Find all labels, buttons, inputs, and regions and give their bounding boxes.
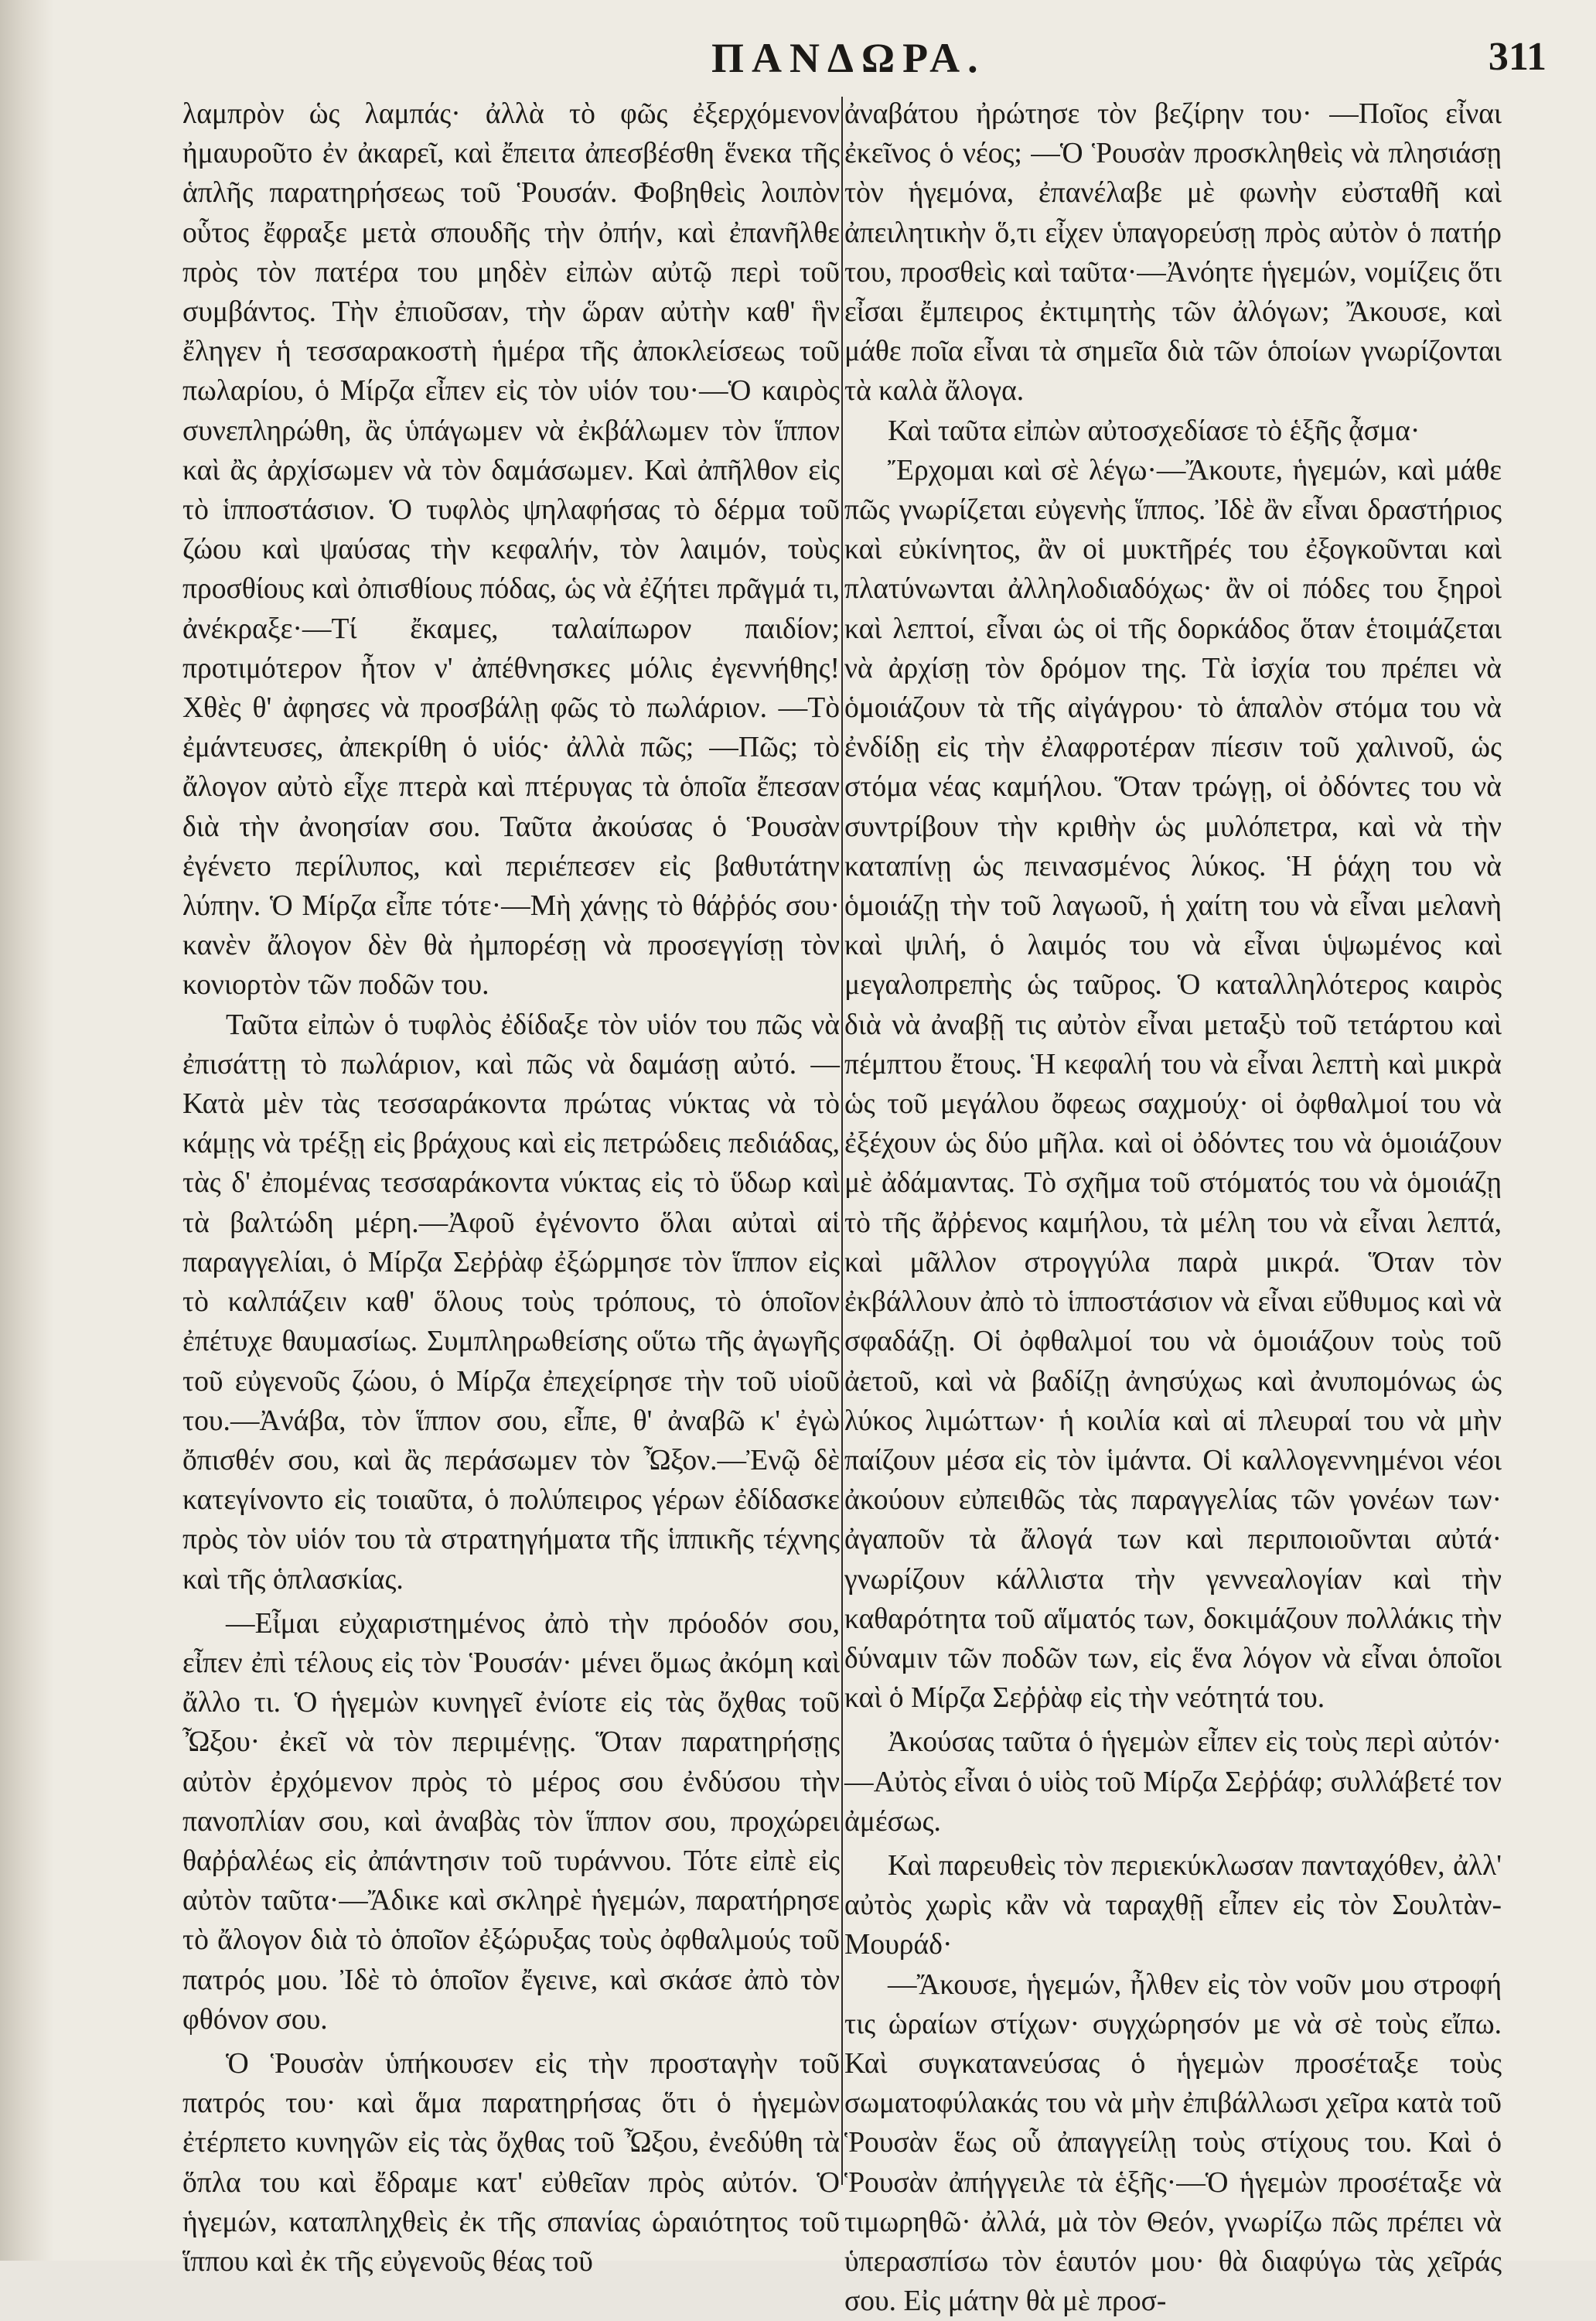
paragraph: Ἀκούσας ταῦτα ὁ ἡγεμὼν εἶπεν εἰς τοὺς περὶ αὐτόν·—Αὐτὸς εἶναι ὁ υἱὸς τοῦ Μίρζα Σεῤῥάφ; συλλάβετέ τον ἀμέσως.	[844, 1726, 1502, 1838]
column-divider	[841, 97, 843, 2185]
left-column	[182, 94, 840, 2278]
paragraph: —Ἄκουσε, ἡγεμών, ἦλθεν εἰς τὸν νοῦν μου στροφή τις ὡραίων στίχων· συγχώρησόν με νὰ σὲ τοὺς εἴπω. Καὶ συγκατανεύσας ὁ ἡγεμὼν προσέταξε τοὺς σωματοφύλακάς του νὰ μὴν ἐπιβάλλωσι χεῖρα κατὰ τοῦ Ῥουσὰν ἕως οὗ ἀπαγγείλῃ τοὺς στίχους του. Καὶ ὁ Ῥουσὰν ἀπήγγειλε τὰ ἑξῆς·—Ὁ ἡγεμὼν προσέταξε νὰ τιμωρηθῶ· ἀλλά, μὰ τὸν Θεόν, γνωρίζω πῶς πρέπει νὰ ὑπερασπίσω τὸν ἑαυτόν μου· θὰ διαφύγω τὰς χεῖράς σου. Εἰς μάτην θὰ μὲ προσ-	[844, 1968, 1502, 2318]
paragraph: Ταῦτα εἰπὼν ὁ τυφλὸς ἐδίδαξε τὸν υἱόν του πῶς νὰ ἐπισάττῃ τὸ πωλάριον, καὶ πῶς νὰ δαμάσῃ αὐτό. —Κατὰ μὲν τὰς τεσσαράκοντα πρώτας νύκτας νὰ τὸ κάμῃς νὰ τρέξῃ εἰς βράχους καὶ εἰς πετρώδεις πεδιάδας, τὰς δ' ἐπομένας τεσσαράκοντα νύκτας εἰς τὸ ὕδωρ καὶ τὰ βαλτώδη μέρη.—Ἀφοῦ ἐγένοντο ὅλαι αὐταὶ αἱ παραγγελίαι, ὁ Μίρζα Σεῤῥὰφ ἐξώρμησε τὸν ἵππον εἰς τὸ καλπάζειν καθ' ὅλους τοὺς τρόπους, τὸ ὁποῖον ἐπέτυχε θαυμασίως. Συμπληρωθείσης οὕτω τῆς ἀγωγῆς τοῦ εὐγενοῦς ζώου, ὁ Μίρζα ἐπεχείρησε τὴν τοῦ υἱοῦ του.—Ἀνάβα, τὸν ἵππον σου, εἶπε, θ' ἀναβῶ κ' ἐγὼ ὄπισθέν σου, καὶ ἂς περάσωμεν τὸν Ὦξον.—Ἐνῷ δὲ κατεγίνοντο εἰς τοιαῦτα, ὁ πολύπειρος γέρων ἐδίδασκε πρὸς τὸν υἱόν του τὰ στρατηγήματα τῆς ἱππικῆς τέχνης καὶ τῆς ὁπλασκίας.	[182, 1009, 840, 1596]
journal-title: ΠΑΝΔΩΡΑ.	[711, 35, 986, 81]
paragraph: Ἔρχομαι καὶ σὲ λέγω·—Ἄκουτε, ἡγεμών, καὶ μάθε πῶς γνωρίζεται εὐγενὴς ἵππος. Ἰδὲ ἂν εἶναι δραστήριος καὶ εὐκίνητος, ἂν οἱ μυκτῆρές του ἐξογκοῦνται καὶ πλατύνωνται ἀλληλοδιαδόχως· ἂν οἱ πόδες του ξηροὶ καὶ λεπτοί, εἶναι ὡς οἱ τῆς δορκάδος ὅταν ἑτοιμάζεται νὰ ἀρχίσῃ τὸν δρόμον της. Τὰ ἰσχία του πρέπει νὰ ὁμοιάζουν τὰ τῆς αἰγάγρου· τὸ ἁπαλὸν στόμα του νὰ ἐνδίδῃ εἰς τὴν ἐλαφροτέραν πίεσιν τοῦ χαλινοῦ, ὡς στόμα νέας καμήλου. Ὅταν τρώγῃ, οἱ ὀδόντες του νὰ συντρίβουν τὴν κριθὴν ὡς μυλόπετρα, καὶ νὰ τὴν καταπίνῃ ὡς πεινασμένος λύκος. Ἡ ῥάχη του νὰ ὁμοιάζῃ τὴν τοῦ λαγωοῦ, ἡ χαίτη του νὰ εἶναι μελανὴ καὶ ψιλή, ὁ λαιμός του νὰ εἶναι ὑψωμένος καὶ μεγαλοπρεπὴς ὡς ταῦρος. Ὁ καταλληλότερος καιρὸς διὰ νὰ ἀναβῇ τις αὐτὸν εἶναι μεταξὺ τοῦ τετάρτου καὶ πέμπτου ἔτους. Ἡ κεφαλή του νὰ εἶναι λεπτὴ καὶ μικρὰ ὡς τοῦ μεγάλου ὄφεως σαχμούχ· οἱ ὀφθαλμοί του νὰ ἐξέχουν ὡς δύο μῆλα. καὶ οἱ ὀδόντες του νὰ ὁμοιάζουν μὲ ἀδάμαντας. Τὸ σχῆμα τοῦ στόματός του νὰ ὁμοιάζῃ τὸ τῆς ἄῤῥενος καμήλου, τὰ μέλη του νὰ εἶναι λεπτά, καὶ μᾶλλον στρογγύλα παρὰ μικρά. Ὅταν τὸν ἐκβάλλουν ἀπὸ τὸ ἱπποστάσιον νὰ εἶναι εὔθυμος καὶ νὰ σφαδάζῃ. Οἱ ὀφθαλμοί του νὰ ὁμοιάζουν τοὺς τοῦ ἀετοῦ, καὶ νὰ βαδίζῃ ἀνησύχως καὶ ἀνυπομόνως ὡς λύκος λιμώττων· ἡ κοιλία καὶ αἱ πλευραί του νὰ μὴν παίζουν μέσα εἰς τὸν ἱμάντα. Οἱ καλλογεννημένοι νέοι ἀκούουν εὐπειθῶς τὰς παραγγελίας τῶν γονέων των· ἀγαποῦν τὰ ἄλογά των καὶ περιποιοῦνται αὐτά· γνωρίζουν κάλλιστα τὴν γεννεαλογίαν καὶ τὴν καθαρότητα τοῦ αἵματός των, δοκιμάζουν πολλάκις τὴν δύναμιν τῶν ποδῶν των, εἰς ἕνα λόγον νὰ εἶναι ὁποῖοι καὶ ὁ Μίρζα Σεῤῥὰφ εἰς τὴν νεότητά του.	[844, 454, 1502, 1715]
paragraph: Καὶ παρευθεὶς τὸν περιεκύκλωσαν πανταχόθεν, ἀλλ' αὐτὸς χωρὶς κἂν νὰ ταραχθῇ εἶπεν εἰς τὸν Σουλτὰν-Μουράδ·	[844, 1849, 1502, 1961]
paragraph: ἀναβάτου ἠρώτησε τὸν βεζίρην του· —Ποῖος εἶναι ἐκεῖνος ὁ νέος; —Ὁ Ῥουσὰν προσκληθεὶς νὰ πλησιάσῃ τὸν ἡγεμόνα, ἐπανέλαβε μὲ φωνὴν εὐσταθῆ καὶ ἀπειλητικὴν ὅ,τι εἶχεν ὑπαγορεύσῃ πρὸς αὐτὸν ὁ πατήρ του, προσθεὶς καὶ ταῦτα·—Ἀνόητε ἡγεμών, νομίζεις ὅτι εἶσαι ἔμπειρος ἐκτιμητὴς τῶν ἀλόγων; Ἄκουσε, καὶ μάθε ποῖα εἶναι τὰ σημεῖα διὰ τῶν ὁποίων γνωρίζονται τὰ καλὰ ἄλογα.	[844, 98, 1502, 408]
paragraph: λαμπρὸν ὡς λαμπάς· ἀλλὰ τὸ φῶς ἐξερχόμενον ἠμαυροῦτο ἐν ἀκαρεῖ, καὶ ἔπειτα ἀπεσβέσθη ἕνεκα τῆς ἁπλῆς παρατηρήσεως τοῦ Ῥουσάν. Φοβηθεὶς λοιπὸν οὗτος ἔφραξε μετὰ σπουδῆς τὴν ὀπήν, καὶ ἐπανῆλθε πρὸς τὸν πατέρα του μηδὲν εἰπὼν αὐτῷ περὶ τοῦ συμβάντος. Τὴν ἐπιοῦσαν, τὴν ὥραν αὐτὴν καθ' ἣν ἔληγεν ἡ τεσσαρακοστὴ ἡμέρα τῆς ἀποκλείσεως τοῦ πωλαρίου, ὁ Μίρζα εἶπεν εἰς τὸν υἱόν του·—Ὁ καιρὸς συνεπληρώθη, ἂς ὑπάγωμεν νὰ ἐκβάλωμεν τὸν ἵππον καὶ ἂς ἀρχίσωμεν νὰ τὸν δαμάσωμεν. Καὶ ἀπῆλθον εἰς τὸ ἱπποστάσιον. Ὁ τυφλὸς ψηλαφήσας τὸ δέρμα τοῦ ζώου καὶ ψαύσας τὴν κεφαλήν, τὸν λαιμόν, τοὺς προσθίους καὶ ὀπισθίους πόδας, ὡς νὰ ἐζήτει πρᾶγμά τι, ἀνέκραξε·—Τί ἔκαμες, ταλαίπωρον παιδίον; προτιμότερον ἦτον ν' ἀπέθνησκες μόλις ἐγεννήθης! Χθὲς θ' ἀφησες νὰ προσβάλῃ φῶς τὸ πωλάριον. —Τὸ ἐμάντευσες, ἀπεκρίθη ὁ υἱός· ἀλλὰ πῶς; —Πῶς; τὸ ἄλογον αὐτὸ εἶχε πτερὰ καὶ πτέρυγας τὰ ὁποῖα ἔπεσαν διὰ τὴν ἀνοησίαν σου. Ταῦτα ἀκούσας ὁ Ῥουσὰν ἐγένετο περίλυπος, καὶ περιέπεσεν εἰς βαθυτάτην λύπην. Ὁ Μίρζα εἶπε τότε·—Μὴ χάνῃς τὸ θάῤῥός σου· κανὲν ἄλογον δὲν θὰ ἠμπορέσῃ νὰ προσεγγίσῃ τὸν κονιορτὸν τῶν ποδῶν του.	[182, 98, 840, 1002]
page-number: 311	[1488, 35, 1547, 79]
paragraph: Καὶ ταῦτα εἰπὼν αὐτοσχεδίασε τὸ ἑξῆς ᾆσμα·	[888, 415, 1420, 447]
paragraph: Ὁ Ῥουσὰν ὑπήκουσεν εἰς τὴν προσταγὴν τοῦ πατρός του· καὶ ἅμα παρατηρήσας ὅτι ὁ ἡγεμὼν ἐτέρπετο κυνηγῶν εἰς τὰς ὄχθας τοῦ Ὦξου, ἐνεδύθη τὰ ὅπλα του καὶ ἔδραμε κατ' εὐθεῖαν πρὸς αὐτόν. Ὁ ἡγεμών, καταπληχθεὶς ἐκ τῆς σπανίας ὡραιότητος τοῦ ἵππου καὶ ἐκ τῆς εὐγενοῦς θέας τοῦ	[182, 2047, 840, 2278]
paragraph: —Εἶμαι εὐχαριστημένος ἀπὸ τὴν πρόοδόν σου, εἶπεν ἐπὶ τέλους εἰς τὸν Ῥουσάν· μένει ὅμως ἀκόμη καὶ ἄλλο τι. Ὁ ἡγεμὼν κυνηγεῖ ἐνίοτε εἰς τὰς ὄχθας τοῦ Ὦξου· ἐκεῖ νὰ τὸν περιμένῃς. Ὅταν παρατηρήσῃς αὐτὸν ἐρχόμενον πρὸς τὸ μέρος σου ἐνδύσου τὴν πανοπλίαν σου, καὶ ἀναβὰς τὸν ἵππον σου, προχώρει θαῤῥαλέως εἰς ἀπάντησιν τοῦ τυράννου. Τότε εἰπὲ εἰς αὐτὸν ταῦτα·—Ἄδικε καὶ σκληρὲ ἡγεμών, παρατήρησε τὸ ἄλογον διὰ τὸ ὁποῖον ἐξώρυξας τοὺς ὀφθαλμούς τοῦ πατρός μου. Ἰδὲ τὸ ὁποῖον ἔγεινε, καὶ σκάσε ἀπὸ τὸν φθόνον σου.	[182, 1607, 840, 2036]
running-head	[186, 34, 1547, 88]
right-column	[844, 94, 1502, 2318]
binding-shadow	[0, 0, 54, 2261]
